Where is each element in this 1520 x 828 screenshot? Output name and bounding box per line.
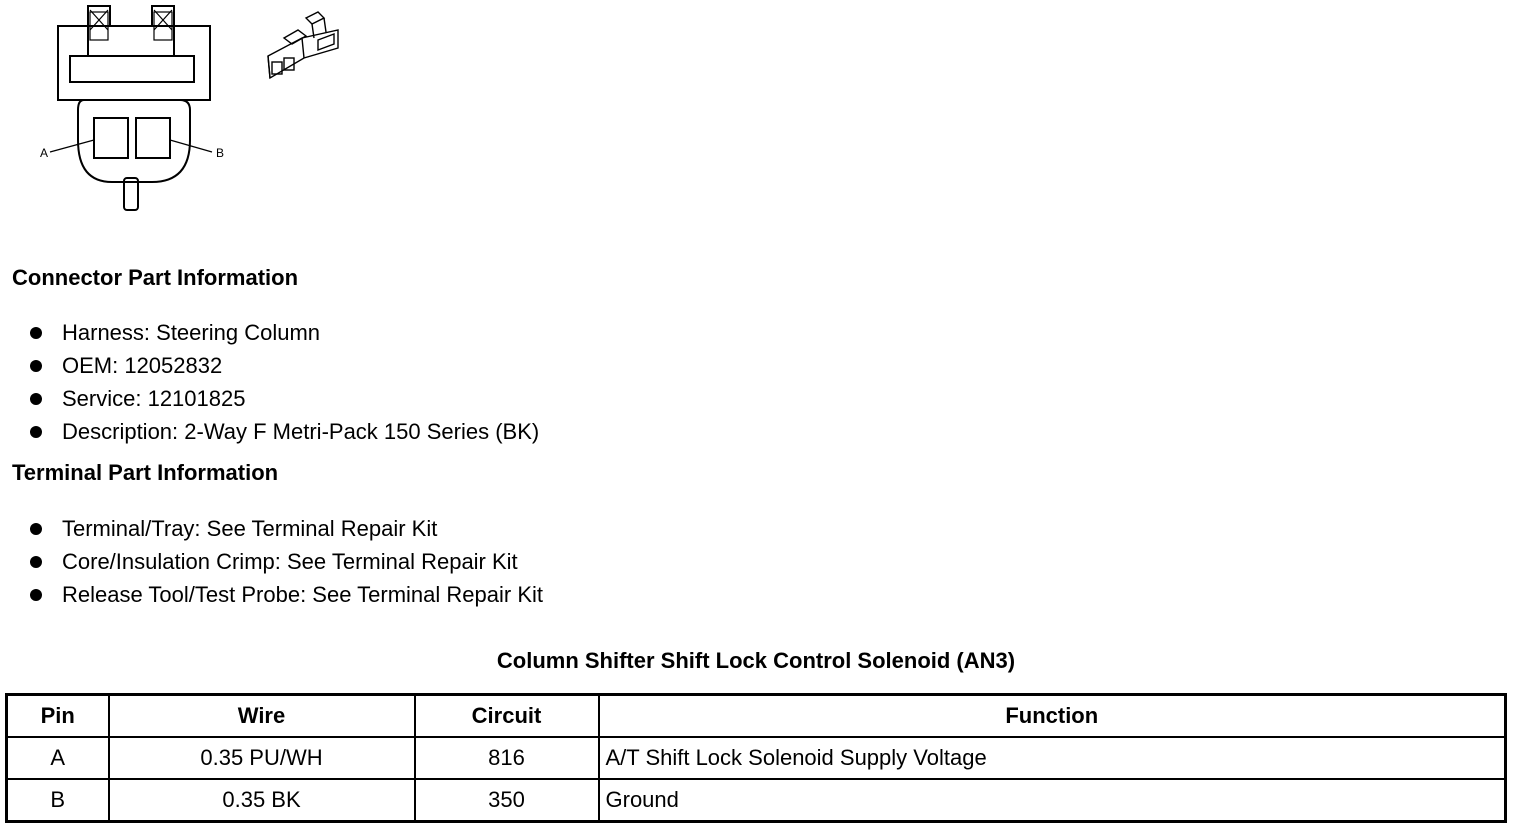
table-header-row	[7, 695, 1506, 738]
list-item	[0, 512, 543, 545]
terminal-part-info-heading: Terminal Part Information	[12, 460, 279, 485]
bullet-icon	[30, 360, 42, 372]
function-cell: A/T Shift Lock Solenoid Supply Voltage	[599, 737, 1506, 779]
column-header-function: Function	[599, 695, 1506, 738]
list-item-text: Description: 2-Way F Metri-Pack 150 Series (BK)	[62, 419, 540, 444]
column-header-pin: Pin	[7, 695, 109, 738]
bullet-icon	[30, 393, 42, 405]
connector-part-info-heading: Connector Part Information	[12, 265, 299, 290]
list-item	[0, 415, 539, 448]
circuit-cell: 816	[415, 737, 599, 779]
connector-isometric-svg	[262, 8, 342, 88]
connector-face-drawing	[30, 0, 230, 215]
pin-cell: B	[7, 779, 109, 822]
connector-part-info-list	[0, 316, 539, 448]
bullet-icon	[30, 523, 42, 535]
list-item	[0, 316, 539, 349]
list-item-text: Terminal/Tray: See Terminal Repair Kit	[62, 516, 438, 541]
list-item	[0, 578, 543, 611]
wire-cell: 0.35 BK	[109, 779, 415, 822]
terminal-part-info-list	[0, 512, 543, 611]
wire-cell: 0.35 PU/WH	[109, 737, 415, 779]
bullet-icon	[30, 589, 42, 601]
pinout-table	[5, 693, 1507, 823]
table-row	[7, 779, 1506, 822]
list-item-text: OEM: 12052832	[62, 353, 223, 378]
connector-face-svg	[30, 0, 230, 215]
pin-a-label: A	[40, 146, 49, 160]
pinout-table-title: Column Shifter Shift Lock Control Solenoid (AN3)	[496, 648, 1016, 673]
column-header-circuit: Circuit	[415, 695, 599, 738]
column-header-wire: Wire	[109, 695, 415, 738]
function-cell: Ground	[599, 779, 1506, 822]
list-item	[0, 382, 539, 415]
table-row	[7, 737, 1506, 779]
list-item-text: Harness: Steering Column	[62, 320, 321, 345]
connector-isometric-thumbnail	[262, 8, 342, 88]
list-item-text: Service: 12101825	[62, 386, 246, 411]
bullet-icon	[30, 426, 42, 438]
pin-b-label: B	[216, 146, 225, 160]
list-item-text: Core/Insulation Crimp: See Terminal Repair Kit	[62, 549, 518, 574]
bullet-icon	[30, 556, 42, 568]
pin-cell: A	[7, 737, 109, 779]
list-item	[0, 349, 539, 382]
circuit-cell: 350	[415, 779, 599, 822]
bullet-icon	[30, 327, 42, 339]
list-item	[0, 545, 543, 578]
list-item-text: Release Tool/Test Probe: See Terminal Repair Kit	[62, 582, 543, 607]
